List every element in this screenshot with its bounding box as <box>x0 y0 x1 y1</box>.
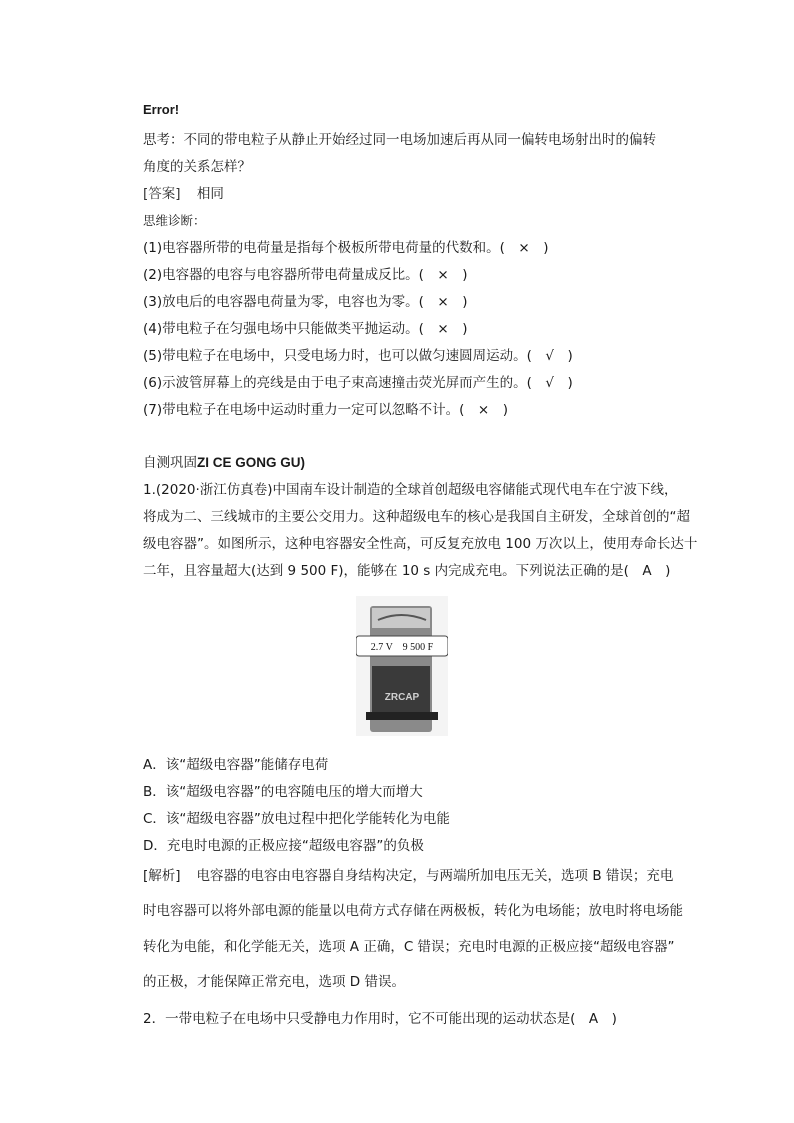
question-1-line: 1.(2020·浙江仿真卷)中国南车设计制造的全球首创超级电容储能式现代电车在宁波下线， <box>143 482 678 498</box>
diagnosis-item: (7)带电粒子在电场中运动时重力一定可以忽略不计。( × ) <box>143 402 508 418</box>
answer-tag: [答案] <box>143 186 181 202</box>
diagnosis-item: (5)带电粒子在电场中，只受电场力时，也可以做匀速圆周运动。( √ ) <box>143 348 573 364</box>
diagnosis-title: 思维诊断： <box>143 213 206 228</box>
option-b: B．该“超级电容器”的电容随电压的增大而增大 <box>143 784 423 800</box>
capacitor-brand-label: ZRCAP <box>384 692 420 703</box>
diagnosis-item: (3)放电后的电容器电荷量为零，电容也为零。( × ) <box>143 294 468 310</box>
self-test-pinyin: ZI CE GONG GU) <box>197 455 305 470</box>
think-line-1: 思考：不同的带电粒子从静止开始经过同一电场加速后再从同一偏转电场射出时的偏转 <box>143 132 656 148</box>
question-1-line: 将成为二、三线城市的主要公交用力。这种超级电车的核心是我国自主研发，全球首创的“超 <box>143 509 690 525</box>
diagnosis-item: (2)电容器的电容与电容器所带电荷量成反比。( × ) <box>143 267 468 283</box>
capacitor-rating-label: 2.7 V 9 500 F <box>370 642 434 653</box>
diagnosis-item: (4)带电粒子在匀强电场中只能做类平抛运动。( × ) <box>143 321 468 337</box>
question-1-line: 二年，且容量超大(达到 9 500 F)，能够在 10 s 内完成充电。下列说法正确的是( A ) <box>143 563 671 579</box>
analysis-text: 电容器的电容由电容器自身结构决定，与两端所加电压无关，选项 B 错误；充电 <box>196 868 674 884</box>
self-test-heading <box>143 453 305 473</box>
diagnosis-item: (1)电容器所带的电荷量是指每个极板所带电荷量的代数和。( × ) <box>143 240 549 256</box>
option-d: D．充电时电源的正极应接“超级电容器”的负极 <box>143 838 424 854</box>
answer-text: 相同 <box>196 186 224 202</box>
option-a: A．该“超级电容器”能储存电荷 <box>143 757 329 773</box>
think-line-2: 角度的关系怎样？ <box>143 159 251 175</box>
option-c: C．该“超级电容器”放电过程中把化学能转化为电能 <box>143 811 450 827</box>
analysis-line: 的正极，才能保障正常充电，选项 D 错误。 <box>143 974 405 990</box>
analysis-line-1 <box>143 866 673 886</box>
diagnosis-item: (6)示波管屏幕上的亮线是由于电子束高速撞击荧光屏而产生的。( √ ) <box>143 375 573 391</box>
analysis-tag: [解析] <box>143 868 181 884</box>
self-test-prefix: 自测巩固 <box>143 455 197 471</box>
supercapacitor-photo <box>356 596 448 736</box>
answer-row <box>143 184 224 204</box>
question-2: 2．一带电粒子在电场中只受静电力作用时，它不可能出现的运动状态是( A ) <box>143 1011 617 1027</box>
analysis-line: 时电容器可以将外部电源的能量以电荷方式存储在两极板，转化为电场能；放电时将电场能 <box>143 903 683 919</box>
supercapacitor-illustration <box>356 596 448 736</box>
error-label: Error! <box>143 102 180 117</box>
analysis-line: 转化为电能，和化学能无关，选项 A 正确，C 错误；充电时电源的正极应接“超级电容器” <box>143 939 675 955</box>
question-1-line: 级电容器”。如图所示，这种电容器安全性高，可反复充放电 100 万次以上，使用寿命长达十 <box>143 536 698 552</box>
